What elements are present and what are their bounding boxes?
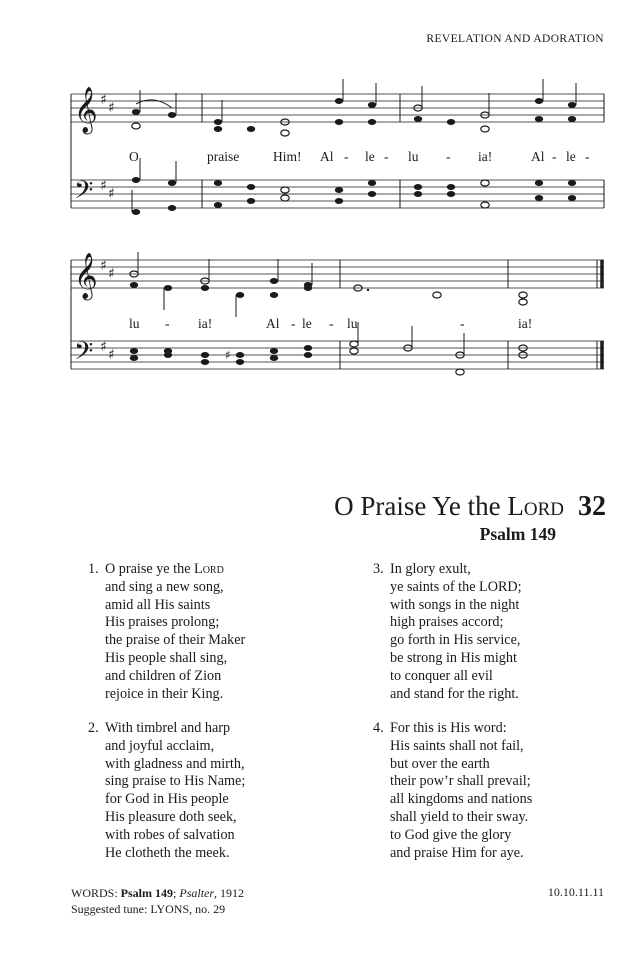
- treble-clef-icon: 𝄞: [74, 87, 98, 133]
- verse-1: [88, 561, 245, 703]
- lyric-syllable: -: [291, 316, 296, 331]
- verse-line: their pow’r shall prevail;: [390, 773, 531, 790]
- verse-line: O praise ye the Lord: [105, 561, 224, 577]
- verse-line: the praise of their Maker: [105, 632, 246, 649]
- lyric-syllable: ia!: [198, 316, 213, 331]
- verse-number: 2.: [88, 720, 99, 736]
- svg-text:♯: ♯: [108, 100, 115, 116]
- verse-line: for God in His people: [105, 791, 229, 808]
- svg-text:♯: ♯: [100, 178, 107, 194]
- verse-line: amid all His saints: [105, 596, 211, 613]
- svg-text:♯: ♯: [100, 92, 107, 108]
- verse-2: [88, 720, 245, 862]
- verse-line: With timbrel and harp: [105, 720, 231, 736]
- footer-credits: [71, 885, 244, 917]
- system-1-lyrics: [129, 149, 590, 164]
- verse-line: with songs in the night: [390, 596, 520, 613]
- lyric-syllable: praise: [207, 149, 240, 164]
- barlines-2: [71, 260, 597, 369]
- hymn-subtitle: Psalm 149: [479, 524, 556, 544]
- lyric-syllable: lu: [347, 316, 358, 331]
- lyric-syllable: le: [365, 149, 375, 164]
- lyric-syllable: -: [384, 149, 389, 164]
- lyric-syllable: -: [552, 149, 557, 164]
- system-2: [71, 252, 604, 375]
- verse-line: and stand for the right.: [390, 685, 519, 702]
- svg-text:♯: ♯: [108, 266, 115, 282]
- tune-credit: Suggested tune: LYONS, no. 29: [71, 902, 226, 916]
- verse-line: In glory exult,: [390, 561, 471, 577]
- lyric-syllable: le: [302, 316, 312, 331]
- lyric-syllable: -: [460, 316, 465, 331]
- verse-line: and sing a new song,: [105, 578, 224, 595]
- lyric-syllable: le: [566, 149, 576, 164]
- lyric-syllable: lu: [408, 149, 419, 164]
- lyric-syllable: -: [446, 149, 451, 164]
- verse-line: He clotheth the meek.: [105, 844, 230, 861]
- lyric-syllable: Him!: [273, 149, 302, 164]
- verse-4: [373, 720, 532, 862]
- verse-line: rejoice in their King.: [105, 685, 224, 702]
- verse-line: to conquer all evil: [390, 667, 493, 684]
- hymn-title: O Praise Ye the Lord: [334, 491, 564, 521]
- treble-clef-icon: 𝄞: [74, 253, 98, 299]
- stems-2: [138, 252, 464, 355]
- svg-text:♯: ♯: [100, 258, 107, 274]
- lyric-syllable: -: [344, 149, 349, 164]
- lyric-syllable: Al: [266, 316, 280, 331]
- hymn-number: 32: [578, 491, 606, 522]
- verse-line: and children of Zion: [105, 667, 222, 684]
- stems-1: [132, 79, 576, 212]
- verse-line: high praises accord;: [390, 614, 504, 631]
- svg-text:♯: ♯: [100, 339, 107, 355]
- lyric-syllable: lu: [129, 316, 140, 331]
- verse-line: with robes of salvation: [105, 826, 235, 843]
- noteheads-1: [132, 98, 576, 215]
- svg-text:♯: ♯: [225, 348, 231, 362]
- verse-number: 4.: [373, 720, 384, 736]
- verse-line: but over the earth: [390, 755, 490, 772]
- verse-line: ye saints of the LORD;: [390, 578, 522, 595]
- verse-line: sing praise to His Name;: [105, 773, 246, 790]
- lyric-syllable: -: [329, 316, 334, 331]
- words-credit: WORDS: Psalm 149; Psalter, 1912: [71, 886, 245, 900]
- meter: 10.10.11.11: [547, 885, 604, 899]
- verse-line: all kingdoms and nations: [390, 791, 533, 808]
- verse-line: His saints shall not fail,: [390, 737, 524, 754]
- verse-line: His praises prolong;: [105, 614, 220, 631]
- lyric-syllable: -: [585, 149, 590, 164]
- system-2-lyrics: [129, 316, 532, 331]
- lyric-syllable: O: [129, 149, 139, 164]
- verse-line: and joyful acclaim,: [105, 737, 215, 754]
- lyric-syllable: Al: [320, 149, 334, 164]
- verse-line: to God give the glory: [390, 826, 512, 843]
- svg-text:♯: ♯: [108, 186, 115, 202]
- lyric-syllable: ia!: [478, 149, 493, 164]
- hymn-title-line: [334, 491, 606, 523]
- treble-staff-2: [71, 260, 604, 288]
- verse-3: [373, 561, 522, 703]
- verse-line: His pleasure doth seek,: [105, 808, 237, 825]
- verse-number: 1.: [88, 561, 99, 577]
- system-1: [71, 79, 604, 215]
- verse-line: For this is His word:: [390, 720, 507, 736]
- lyric-syllable: ia!: [518, 316, 533, 331]
- verse-line: shall yield to their sway.: [390, 808, 529, 825]
- verse-line: be strong in His might: [390, 649, 517, 666]
- verse-line: His people shall sing,: [105, 649, 228, 666]
- verse-line: with gladness and mirth,: [105, 755, 245, 772]
- bass-clef-icon: 𝄢: [74, 176, 94, 211]
- section-header: REVELATION AND ADORATION: [426, 33, 604, 45]
- music-score: [0, 0, 640, 440]
- lyric-syllable: Al: [531, 149, 545, 164]
- verse-line: and praise Him for aye.: [390, 844, 524, 861]
- lyric-syllable: -: [165, 316, 170, 331]
- svg-text:♯: ♯: [108, 347, 115, 363]
- bass-clef-icon: 𝄢: [74, 337, 94, 372]
- verse-line: go forth in His service,: [390, 632, 521, 649]
- verse-number: 3.: [373, 561, 384, 577]
